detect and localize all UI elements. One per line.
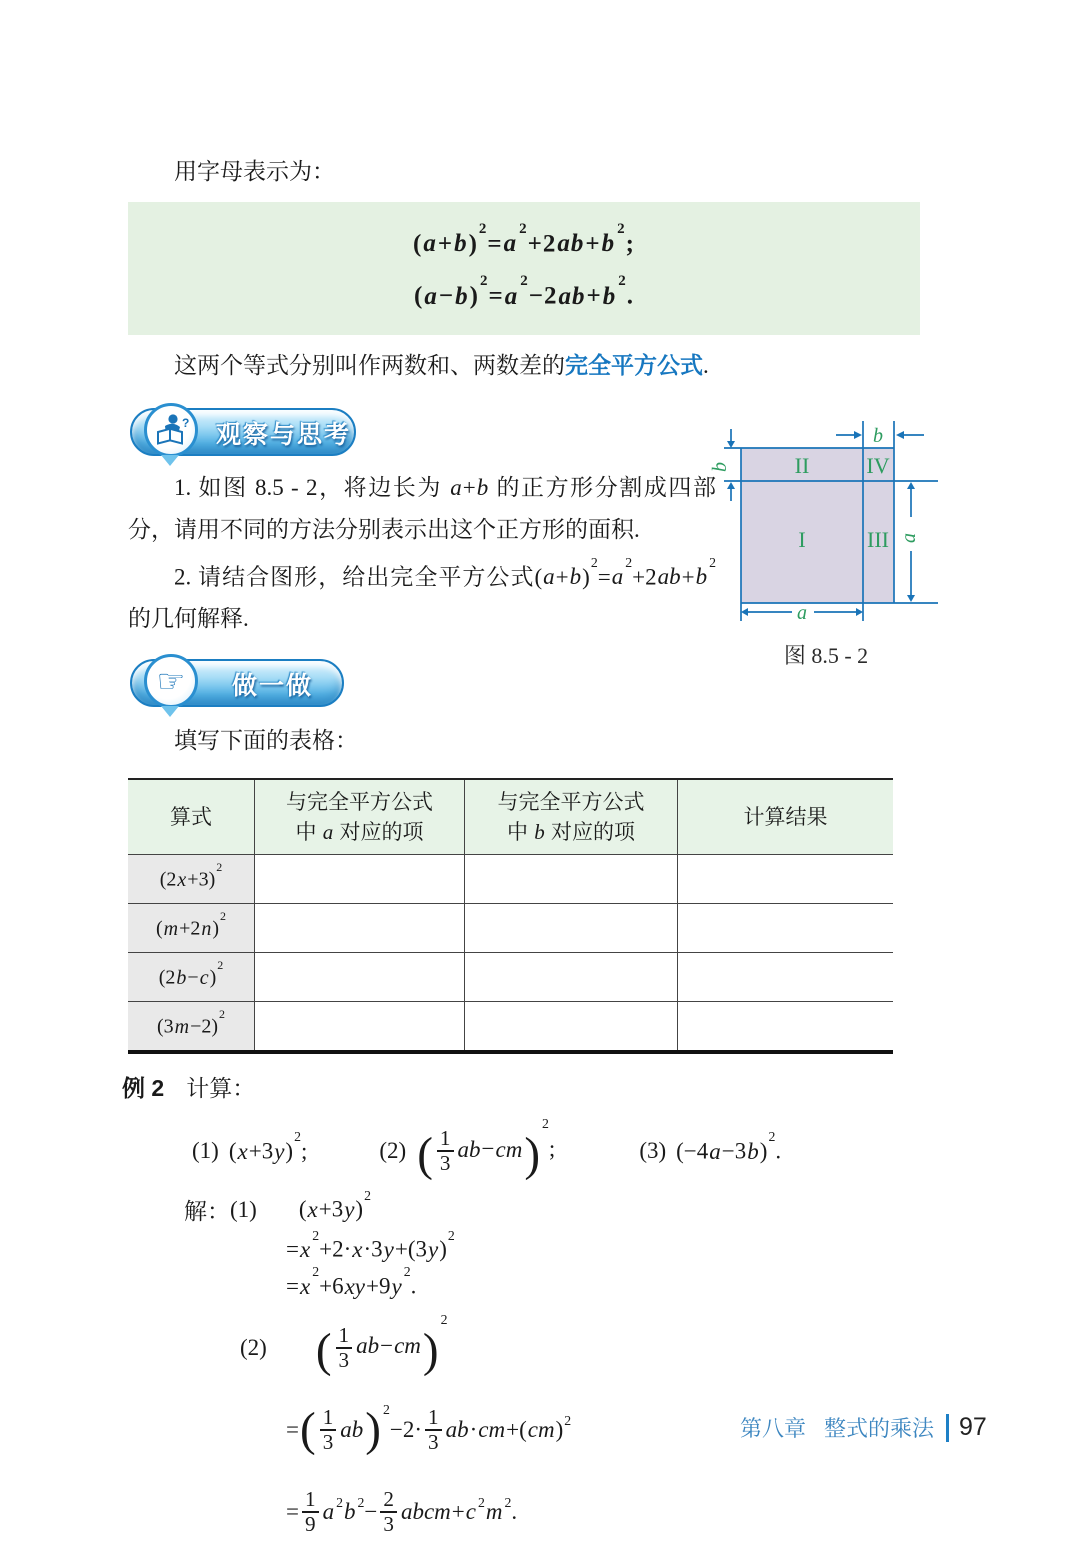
dim-a-bottom: a xyxy=(797,601,807,624)
row-label-expression: $(2x+3)^2$ xyxy=(128,855,255,904)
solution-1-step1: $=x^2+2\cdot x\cdot 3y+(3y)^2$ xyxy=(286,1227,455,1262)
practice-table xyxy=(128,778,893,1054)
paragraph-post: . xyxy=(703,352,709,378)
problem-3: (3) $(-4a-3b)^2$. xyxy=(639,1129,782,1164)
formula-name-paragraph xyxy=(128,347,920,380)
solve-label: 解： xyxy=(184,1199,230,1225)
page-footer xyxy=(740,1412,987,1443)
badge-pointer xyxy=(161,455,179,475)
blank-cell xyxy=(255,1002,465,1053)
reader-icon xyxy=(144,403,198,457)
square-partition-diagram xyxy=(706,405,946,627)
intro-text: 用字母表示为： xyxy=(174,159,335,184)
table-row xyxy=(128,1002,893,1053)
table-intro: 填写下面的表格： xyxy=(174,728,358,754)
row-label-expression: $(2b-c)^2$ xyxy=(128,953,255,1002)
blank-cell xyxy=(255,953,465,1002)
badge-label: 做一做 xyxy=(232,672,314,701)
solution-2-head: (2) ( $\frac{1}{3}$ ab−cm)$^2$ xyxy=(240,1312,448,1378)
example-label: 例 2 xyxy=(122,1075,165,1102)
blank-cell xyxy=(465,904,678,953)
figure-8-5-2 xyxy=(706,405,946,670)
figure-caption: 图 8.5 - 2 xyxy=(783,642,869,668)
section-label: 整式的乘法 xyxy=(824,1416,935,1441)
table-row xyxy=(128,953,893,1002)
solution-2-step1: = ( $\frac{1}{3}$ ab ) $^2$ −2· $\frac{1}{3}$ ab · cm +( cm ) $^2$ xyxy=(286,1401,572,1456)
table-header-row xyxy=(128,779,893,855)
formula-sum: $(a+b)^2=a^2+2ab+b^2$; xyxy=(413,220,635,258)
footer-divider xyxy=(946,1414,949,1442)
blank-cell xyxy=(255,904,465,953)
dim-a-right: a xyxy=(898,532,920,543)
region-IV-label: IV xyxy=(866,452,890,478)
table-row xyxy=(128,855,893,904)
badge-pointer xyxy=(161,706,179,726)
observe-questions xyxy=(128,467,716,641)
observe-think-section xyxy=(128,403,920,668)
solution-2-step2: = $\frac{1}{9}$ a $^2$ b $^2$ − $\frac{2}{3}$ abcm + c $^2$ m $^2$ . xyxy=(286,1486,518,1536)
paragraph-pre: 这两个等式分别叫作两数和、两数差的 xyxy=(174,352,565,378)
dim-b-top: b xyxy=(873,424,883,447)
region-III-label: III xyxy=(867,526,889,552)
blank-cell xyxy=(465,855,678,904)
blank-cell xyxy=(678,953,894,1002)
do-it-badge xyxy=(128,654,920,712)
blank-cell xyxy=(465,953,678,1002)
region-II-label: II xyxy=(794,452,810,478)
example-heading xyxy=(122,1070,920,1103)
solution-block xyxy=(128,1187,920,1543)
formula-box xyxy=(128,202,920,335)
question-2: 2. 请结合图形，给出完全平方公式$(a+b)^2=a^2+2ab+b^2$ 的几何解释. xyxy=(128,555,716,632)
row-label-expression: $(3m-2)^2$ xyxy=(128,1002,255,1053)
blank-cell xyxy=(465,1002,678,1053)
col-header-b-term: 与完全平方公式 中 b 对应的项 xyxy=(465,779,678,855)
blank-cell xyxy=(678,855,894,904)
col-header-a-term: 与完全平方公式 中 a 对应的项 xyxy=(255,779,465,855)
term-highlight: 完全平方公式 xyxy=(565,351,703,378)
problem-list xyxy=(128,1115,920,1183)
row-label-expression: $(m+2n)^2$ xyxy=(128,904,255,953)
blank-cell xyxy=(678,1002,894,1053)
solution-1-head: 解： (1) $(x+3y)^2$ xyxy=(184,1187,371,1225)
col-header-expression: 算式 xyxy=(128,779,255,855)
chapter-label: 第八章 xyxy=(740,1416,807,1441)
blank-cell xyxy=(678,904,894,953)
table-row xyxy=(128,904,893,953)
problem-1: (1) $(x+3y)^2$; xyxy=(192,1129,308,1164)
problem-2: (2) ( $\frac{1}{3}$ ab−cm)$^2$; xyxy=(379,1115,556,1181)
example-2-section xyxy=(122,1070,920,1543)
pointing-hand-icon: ☞ xyxy=(144,654,198,708)
example-title: 计算： xyxy=(186,1076,256,1102)
badge-label: 观察与思考 xyxy=(216,420,352,449)
solution-1-expr: $(x+3y)^2$ xyxy=(298,1187,371,1223)
solution-1-step2: $=x^2+6xy+9y^2$. xyxy=(286,1264,417,1299)
page-number: 97 xyxy=(959,1413,987,1441)
solution-2-expr: ( $\frac{1}{3}$ ab−cm)$^2$ xyxy=(315,1312,448,1378)
col-header-result: 计算结果 xyxy=(678,779,894,855)
formula-diff: $(a-b)^2=a^2-2ab+b^2$. xyxy=(414,273,634,310)
region-I-label: I xyxy=(798,526,806,552)
question-1: 1. 如图 8.5 - 2，将边长为 a+b 的正方形分割成四部分，请用不同的方法分别表示出这个正方形的面积. xyxy=(128,474,716,542)
dim-b-left: b xyxy=(709,461,731,472)
page-content xyxy=(122,0,920,1544)
svg-text:?: ? xyxy=(182,415,190,430)
blank-cell xyxy=(255,855,465,904)
